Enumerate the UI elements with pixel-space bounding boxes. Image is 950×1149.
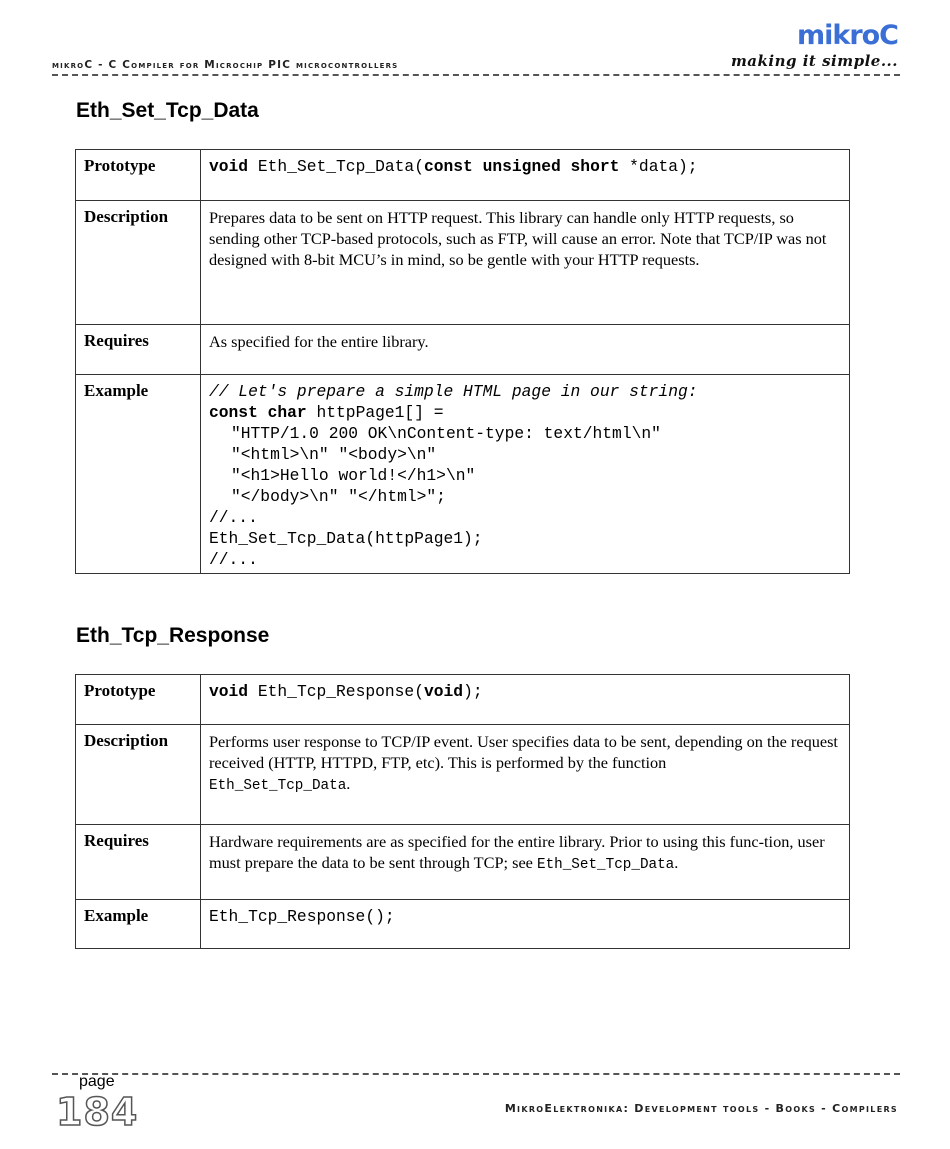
- code-text: Eth_Tcp_Response(: [248, 682, 424, 701]
- example-label: Example: [76, 375, 201, 574]
- prototype-code: [201, 150, 850, 201]
- description-label: Description: [76, 725, 201, 825]
- requires-label: Requires: [76, 825, 201, 900]
- mikroc-logo: mikroC: [796, 20, 898, 51]
- table-row: [76, 150, 850, 201]
- footer-publisher: MikroElektronika: Development tools - Books - Compilers: [504, 1102, 898, 1115]
- code-keyword: const char: [209, 403, 307, 422]
- requires-body: Hardware requirements are as specified for the entire library. Prior to using this func-tion, user must prepare the data to be sent through TCP; see: [209, 832, 825, 872]
- code-line: //...: [209, 508, 258, 527]
- code-text: httpPage1[] =: [306, 403, 444, 422]
- header-divider: [52, 74, 900, 76]
- table-row: [76, 825, 850, 900]
- requires-text: As specified for the entire library.: [201, 325, 850, 375]
- section-title-eth-tcp-response: Eth_Tcp_Response: [76, 624, 270, 647]
- header-tagline: making it simple...: [730, 52, 898, 70]
- prototype-label: Prototype: [76, 150, 201, 201]
- table-row: [76, 201, 850, 325]
- code-text: );: [463, 682, 483, 701]
- code-line: // Let's prepare a simple HTML page in our string:: [209, 382, 698, 401]
- prototype-code: [201, 675, 850, 725]
- example-code: Eth_Tcp_Response();: [201, 900, 850, 949]
- description-label: Description: [76, 201, 201, 325]
- code-text: Eth_Set_Tcp_Data(: [248, 157, 424, 176]
- function-reference: Eth_Set_Tcp_Data: [536, 857, 675, 873]
- eth-tcp-response-table: [75, 674, 850, 949]
- footer-divider: [52, 1073, 900, 1075]
- punctuation: .: [674, 853, 679, 872]
- prototype-label: Prototype: [76, 675, 201, 725]
- description-text: Prepares data to be sent on HTTP request. This library can handle only HTTP requests, so sending other TCP-based protocols, such as FTP, will cause an error. Note that TCP/IP was not designed with 8-bit MCU’s in mind, so be gentle with your HTTP requests.: [201, 201, 850, 325]
- requires-text: [201, 825, 850, 900]
- code-line: "<h1>Hello world!</h1>\n": [231, 466, 476, 485]
- table-row: [76, 375, 850, 574]
- section-title-eth-set-tcp-data: Eth_Set_Tcp_Data: [76, 99, 259, 122]
- page-label: page: [79, 1073, 115, 1090]
- code-line: [209, 402, 841, 423]
- description-text: [201, 725, 850, 825]
- code-keyword: void: [209, 682, 249, 701]
- code-line: "HTTP/1.0 200 OK\nContent-type: text/html\n": [231, 424, 661, 443]
- table-row: [76, 900, 850, 949]
- page-number: 184: [56, 1090, 139, 1134]
- eth-set-tcp-data-table: [75, 149, 850, 574]
- function-reference: Eth_Set_Tcp_Data: [209, 778, 347, 794]
- header-title: mikroC - C Compiler for Microchip PIC microcontrollers: [52, 59, 399, 71]
- code-line: "<html>\n" "<body>\n": [231, 445, 437, 464]
- requires-label: Requires: [76, 325, 201, 375]
- table-row: [76, 325, 850, 375]
- table-row: [76, 675, 850, 725]
- example-code: [201, 375, 850, 574]
- description-body: Performs user response to TCP/IP event. User specifies data to be sent, depending on the request received (HTTP, HTTPD, FTP, etc). This is performed by the function: [209, 732, 838, 772]
- code-keyword: void: [209, 157, 249, 176]
- code-keyword: const unsigned short: [423, 157, 620, 176]
- code-line: //...: [209, 550, 258, 569]
- code-text: *data);: [619, 157, 698, 176]
- code-line: "</body>\n" "</html>";: [231, 487, 446, 506]
- example-label: Example: [76, 900, 201, 949]
- table-row: [76, 725, 850, 825]
- code-keyword: void: [423, 682, 464, 701]
- code-line: Eth_Set_Tcp_Data(httpPage1);: [209, 529, 483, 548]
- punctuation: .: [346, 774, 351, 793]
